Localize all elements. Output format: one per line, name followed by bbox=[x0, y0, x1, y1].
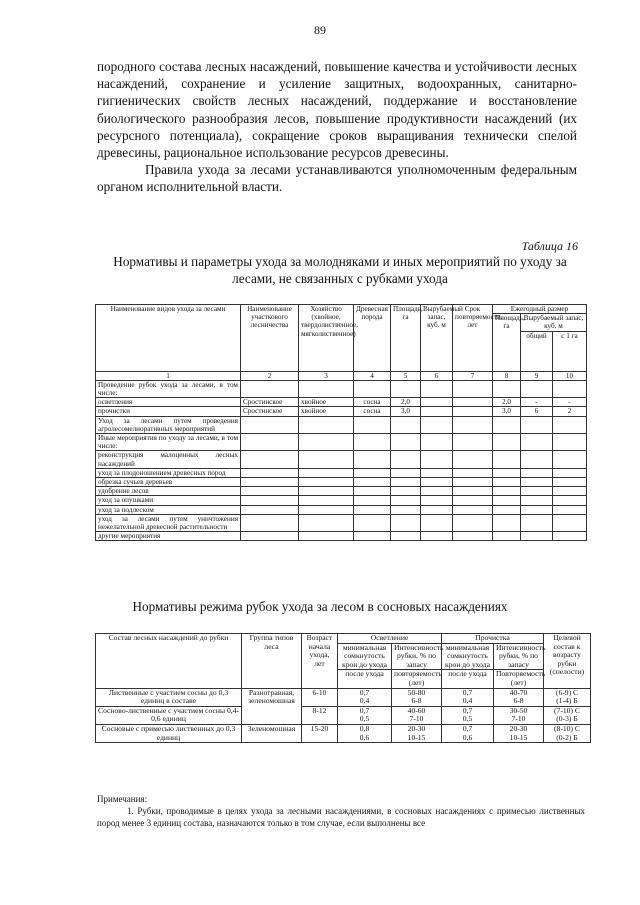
cell-period bbox=[453, 407, 493, 416]
t2-header-intensity: Интенсивность рубки, % по запасу bbox=[392, 643, 442, 670]
cell-farm bbox=[299, 514, 354, 531]
cell-stock bbox=[421, 487, 453, 496]
cell-period bbox=[453, 478, 493, 487]
t2-header-target: Целевой состав к возрасту рубки (спелости) bbox=[544, 634, 591, 689]
table-row bbox=[96, 380, 587, 397]
cell-total bbox=[521, 478, 553, 487]
table-row bbox=[96, 514, 587, 531]
col-number: 7 bbox=[453, 371, 493, 380]
table-row bbox=[96, 487, 587, 496]
cell-per-ha bbox=[553, 416, 587, 433]
cell-species bbox=[354, 468, 391, 477]
table-row bbox=[96, 407, 587, 416]
cell-area bbox=[391, 380, 421, 397]
cell-farm bbox=[299, 532, 354, 541]
cell-farm bbox=[299, 468, 354, 477]
col-number: 5 bbox=[391, 371, 421, 380]
t2-header-min-density: минимальная сомкнутость крон до ухода bbox=[338, 643, 392, 670]
notes-heading: Примечания: bbox=[97, 794, 148, 804]
cell-c-density: 0,7 0,5 bbox=[338, 706, 392, 724]
cell-area bbox=[391, 434, 421, 451]
cell-area bbox=[391, 478, 421, 487]
thinning-regime-table bbox=[95, 633, 591, 743]
table-row bbox=[96, 434, 587, 451]
cell-per-ha: - bbox=[553, 398, 587, 407]
t2-header-after: после ухода bbox=[442, 670, 494, 688]
table-label: Таблица 16 bbox=[521, 239, 578, 253]
header-species: Древесная порода bbox=[354, 305, 391, 372]
cell-species bbox=[354, 416, 391, 433]
cell-activity: уход за опушками bbox=[96, 496, 241, 505]
cell-type-group: Разнотравная, зеленомошная bbox=[242, 688, 302, 724]
cell-stock bbox=[421, 407, 453, 416]
page-number: 89 bbox=[314, 23, 326, 37]
cell-area bbox=[391, 468, 421, 477]
care-norms-table bbox=[95, 304, 587, 541]
cell-annual-area bbox=[493, 451, 521, 468]
cell-t-density: 0,7 0,6 bbox=[442, 724, 494, 742]
cell-species bbox=[354, 496, 391, 505]
cell-farm bbox=[299, 380, 354, 397]
cell-activity: уход за подлеском bbox=[96, 505, 241, 514]
cell-activity: уход за лесами путем уничтожения нежелательной древесной растительности bbox=[96, 514, 241, 531]
cell-per-ha bbox=[553, 496, 587, 505]
header-total: общий bbox=[521, 331, 553, 371]
cell-total bbox=[521, 532, 553, 541]
cell-farm: хвойное bbox=[299, 398, 354, 407]
paragraph-1: породного состава лесных насаждений, повышение качества и устойчивости лесных насаждений, сохранение и усиление защитных, водоохранных, санитарно-гигиенических свойств лесных насаждений, поддержание и восстановление биологического разнообразия лесов, повышение продуктивности насаждений (их ресурсного потенциала), сокращение сроков выращивания технически спелой древесины, рациональное использование ресурсов древесины. bbox=[97, 59, 577, 161]
cell-activity: Уход за лесами путем проведения агролесомелиоративных мероприятий bbox=[96, 416, 241, 433]
cell-farm bbox=[299, 487, 354, 496]
cell-annual-area bbox=[493, 532, 521, 541]
cell-stock bbox=[421, 505, 453, 514]
cell-forestry bbox=[241, 496, 299, 505]
t2-header-intensity: Интенсивность рубки, % по запасу bbox=[494, 643, 544, 670]
cell-stock bbox=[421, 416, 453, 433]
cell-area bbox=[391, 451, 421, 468]
cell-annual-area bbox=[493, 478, 521, 487]
header-annual: Ежегодный размер bbox=[493, 305, 587, 314]
cell-area bbox=[391, 416, 421, 433]
cell-total bbox=[521, 380, 553, 397]
cell-period bbox=[453, 468, 493, 477]
cell-farm bbox=[299, 505, 354, 514]
t2-header-composition: Состав лесных насаждений до рубки bbox=[96, 634, 242, 689]
notes bbox=[97, 793, 585, 829]
cell-activity: Проведение рубок ухода за лесами, в том числе: bbox=[96, 380, 241, 397]
cell-c-intensity: 20-30 10-15 bbox=[392, 724, 442, 742]
cell-stock bbox=[421, 398, 453, 407]
cell-annual-area bbox=[493, 434, 521, 451]
cell-total: - bbox=[521, 398, 553, 407]
cell-period bbox=[453, 532, 493, 541]
t2-header-repeat: Повторяемость (лет) bbox=[494, 670, 544, 688]
cell-total bbox=[521, 514, 553, 531]
header-per-ha: с 1 га bbox=[553, 331, 587, 371]
cell-composition: Сосновые с примесью лиственных до 0,3 единиц bbox=[96, 724, 242, 742]
cell-period bbox=[453, 434, 493, 451]
cell-area bbox=[391, 514, 421, 531]
table-row bbox=[96, 416, 587, 433]
cell-period bbox=[453, 380, 493, 397]
cell-per-ha bbox=[553, 532, 587, 541]
cell-c-density: 0,7 0,4 bbox=[338, 688, 392, 706]
cell-total bbox=[521, 487, 553, 496]
cell-farm bbox=[299, 416, 354, 433]
table1-title: Нормативы и параметры ухода за молодняками и иных мероприятий по уходу за лесами, не связанных с рубками ухода bbox=[113, 254, 567, 286]
cell-annual-area bbox=[493, 496, 521, 505]
cell-forestry bbox=[241, 487, 299, 496]
header-stock: Вырубаемый запас, куб. м bbox=[421, 305, 453, 372]
cell-species bbox=[354, 380, 391, 397]
table2-title: Нормативы режима рубок ухода за лесом в сосновых насаждениях bbox=[132, 599, 508, 614]
cell-stock bbox=[421, 434, 453, 451]
cell-species: сосна bbox=[354, 398, 391, 407]
col-number: 2 bbox=[241, 371, 299, 380]
cell-area: 3,0 bbox=[391, 407, 421, 416]
cell-composition: Лиственные с участием сосны до 0,3 единиц в составе bbox=[96, 688, 242, 706]
cell-species bbox=[354, 505, 391, 514]
cell-per-ha bbox=[553, 380, 587, 397]
cell-per-ha bbox=[553, 451, 587, 468]
header-farm: Хозяйство (хвойное, твердолиственное, мягколиственное) bbox=[299, 305, 354, 372]
cell-area bbox=[391, 532, 421, 541]
cell-activity: Иные мероприятия по уходу за лесами, в том числе: bbox=[96, 434, 241, 451]
cell-forestry bbox=[241, 451, 299, 468]
header-area: Площадь, га bbox=[391, 305, 421, 372]
cell-t-intensity: 40-70 6-8 bbox=[494, 688, 544, 706]
cell-stock bbox=[421, 514, 453, 531]
cell-total bbox=[521, 451, 553, 468]
cell-period bbox=[453, 514, 493, 531]
cell-t-intensity: 20-30 10-15 bbox=[494, 724, 544, 742]
cell-species: сосна bbox=[354, 407, 391, 416]
col-number: 10 bbox=[553, 371, 587, 380]
cell-forestry: Сростинское bbox=[241, 407, 299, 416]
t2-header-repeat: повторяемость (лет) bbox=[392, 670, 442, 688]
cell-area bbox=[391, 496, 421, 505]
col-number: 9 bbox=[521, 371, 553, 380]
cell-total bbox=[521, 434, 553, 451]
cell-species bbox=[354, 478, 391, 487]
cell-forestry: Сростинское bbox=[241, 398, 299, 407]
cell-per-ha bbox=[553, 505, 587, 514]
cell-per-ha: 2 bbox=[553, 407, 587, 416]
cell-farm bbox=[299, 496, 354, 505]
t2-header-age: Возраст начала ухода, лет bbox=[302, 634, 338, 689]
cell-activity: удобрение лесов bbox=[96, 487, 241, 496]
cell-period bbox=[453, 496, 493, 505]
t2-header-min-density: минимальная сомкнутость крон до ухода bbox=[442, 643, 494, 670]
table-row bbox=[96, 478, 587, 487]
cell-per-ha bbox=[553, 434, 587, 451]
cell-period bbox=[453, 416, 493, 433]
cell-stock bbox=[421, 496, 453, 505]
body-text bbox=[97, 58, 577, 196]
cell-forestry bbox=[241, 532, 299, 541]
cell-species bbox=[354, 514, 391, 531]
cell-species bbox=[354, 434, 391, 451]
cell-forestry bbox=[241, 434, 299, 451]
cell-period bbox=[453, 505, 493, 514]
cell-t-density: 0,7 0,5 bbox=[442, 706, 494, 724]
cell-stock bbox=[421, 532, 453, 541]
cell-c-intensity: 40-60 7-10 bbox=[392, 706, 442, 724]
col-number: 8 bbox=[493, 371, 521, 380]
cell-annual-area: 2,0 bbox=[493, 398, 521, 407]
table-row bbox=[96, 532, 587, 541]
cell-annual-area bbox=[493, 487, 521, 496]
cell-per-ha bbox=[553, 468, 587, 477]
column-number-row bbox=[96, 371, 587, 380]
table-row bbox=[96, 398, 587, 407]
cell-total: 6 bbox=[521, 407, 553, 416]
cell-composition: Сосново-лиственные с участием сосны 0,4-0,6 единиц bbox=[96, 706, 242, 724]
cell-activity: осветления bbox=[96, 398, 241, 407]
cell-annual-area: 3,0 bbox=[493, 407, 521, 416]
table-row bbox=[96, 505, 587, 514]
t2-header-after: после ухода bbox=[338, 670, 392, 688]
cell-c-intensity: 50-80 6-8 bbox=[392, 688, 442, 706]
t2-header-thinning: Прочистка bbox=[442, 634, 544, 644]
cell-total bbox=[521, 505, 553, 514]
cell-total bbox=[521, 496, 553, 505]
cell-total bbox=[521, 416, 553, 433]
cell-species bbox=[354, 532, 391, 541]
cell-period bbox=[453, 451, 493, 468]
col-number: 3 bbox=[299, 371, 354, 380]
cell-activity: уход за плодоношением древесных пород bbox=[96, 468, 241, 477]
cell-type-group: Зеленомошная bbox=[242, 724, 302, 742]
cell-per-ha bbox=[553, 487, 587, 496]
table-row bbox=[96, 724, 591, 742]
header-period: Срок повторяемости, лет bbox=[453, 305, 493, 372]
table-row bbox=[96, 451, 587, 468]
cell-stock bbox=[421, 451, 453, 468]
cell-activity: другие мероприятия bbox=[96, 532, 241, 541]
table-row bbox=[96, 468, 587, 477]
cell-per-ha bbox=[553, 514, 587, 531]
cell-activity: обрезка сучьев деревьев bbox=[96, 478, 241, 487]
cell-period bbox=[453, 398, 493, 407]
cell-area bbox=[391, 487, 421, 496]
cell-total bbox=[521, 468, 553, 477]
cell-stock bbox=[421, 468, 453, 477]
cell-target: (7-10) С (0-3) Б bbox=[544, 706, 591, 724]
cell-t-density: 0,7 0,4 bbox=[442, 688, 494, 706]
cell-age: 8-12 bbox=[302, 706, 338, 724]
paragraph-2: Правила ухода за лесами устанавливаются уполномоченным федеральным органом исполнительной власти. bbox=[97, 162, 577, 195]
note-1: 1. Рубки, проводимые в целях ухода за лесными насаждениями, в сосновых насаждениях с примесью лиственных пород менее 3 единиц состава, назначаются только в том случае, если выполнены все bbox=[97, 806, 585, 828]
cell-forestry bbox=[241, 380, 299, 397]
t2-header-clearing: Осветление bbox=[338, 634, 442, 644]
cell-farm bbox=[299, 451, 354, 468]
cell-forestry bbox=[241, 478, 299, 487]
cell-species bbox=[354, 487, 391, 496]
cell-age: 15-20 bbox=[302, 724, 338, 742]
table-row bbox=[96, 706, 591, 724]
cell-stock bbox=[421, 380, 453, 397]
cell-t-intensity: 30-50 7-10 bbox=[494, 706, 544, 724]
cell-period bbox=[453, 487, 493, 496]
cell-species bbox=[354, 451, 391, 468]
table-row bbox=[96, 496, 587, 505]
cell-forestry bbox=[241, 468, 299, 477]
cell-farm bbox=[299, 478, 354, 487]
cell-annual-area bbox=[493, 416, 521, 433]
header-forestry: Наименование участкового лесничества bbox=[241, 305, 299, 372]
cell-farm: хвойное bbox=[299, 407, 354, 416]
cell-forestry bbox=[241, 505, 299, 514]
cell-c-density: 0,8 0,6 bbox=[338, 724, 392, 742]
t2-header-type-group: Группа типов леса bbox=[242, 634, 302, 689]
table-row bbox=[96, 688, 591, 706]
col-number: 4 bbox=[354, 371, 391, 380]
col-number: 6 bbox=[421, 371, 453, 380]
header-cut-stock: Вырубаемый запас, куб. м bbox=[521, 314, 587, 331]
cell-area bbox=[391, 505, 421, 514]
cell-annual-area bbox=[493, 505, 521, 514]
cell-annual-area bbox=[493, 514, 521, 531]
cell-activity: прочистки bbox=[96, 407, 241, 416]
cell-forestry bbox=[241, 514, 299, 531]
cell-forestry bbox=[241, 416, 299, 433]
cell-target: (8-10) С (0-2) Б bbox=[544, 724, 591, 742]
col-number: 1 bbox=[96, 371, 241, 380]
cell-per-ha bbox=[553, 478, 587, 487]
cell-age: 6-10 bbox=[302, 688, 338, 706]
cell-annual-area bbox=[493, 380, 521, 397]
cell-target: (6-9) С (1-4) Б bbox=[544, 688, 591, 706]
header-activity: Наименование видов ухода за лесами bbox=[96, 305, 241, 372]
header-annual-area: Площадь, га bbox=[493, 314, 521, 371]
cell-annual-area bbox=[493, 468, 521, 477]
cell-area: 2,0 bbox=[391, 398, 421, 407]
cell-farm bbox=[299, 434, 354, 451]
cell-stock bbox=[421, 478, 453, 487]
cell-activity: реконструкция малоценных лесных насаждений bbox=[96, 451, 241, 468]
